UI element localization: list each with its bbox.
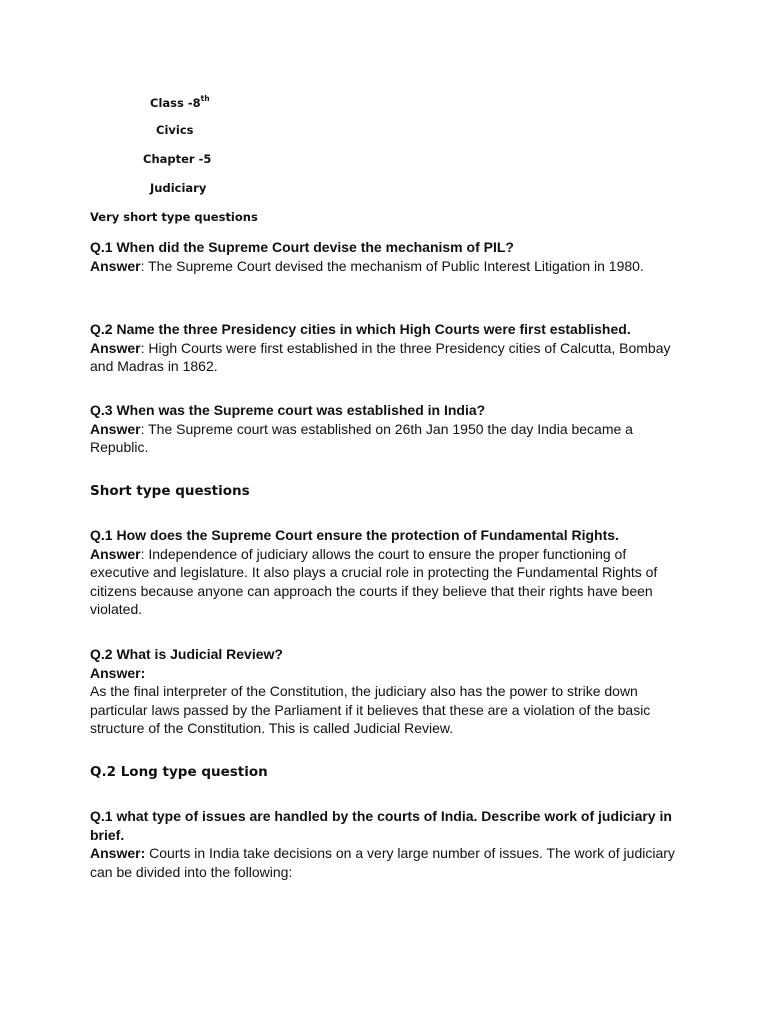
answer-body: : Independence of judiciary allows the court to ensure the proper functioning of executive and legislature. It also plays a crucial role in protecting the Fundamental Rights of citizens because anyone can approach the courts if they believe that their rights have been violated. <box>90 545 658 618</box>
answer-text <box>90 339 685 376</box>
answer-body: : High Courts were first established in the three Presidency cities of Calcutta, Bombay and Madras in 1862. <box>90 339 671 375</box>
answer-text <box>90 844 685 881</box>
answer-label: Answer <box>90 339 141 356</box>
answer-label: Answer <box>90 257 141 274</box>
class-heading <box>150 94 210 110</box>
short-section-heading: Short type questions <box>90 483 250 499</box>
qa-block <box>90 526 685 619</box>
answer-body: : The Supreme Court devised the mechanism of Public Interest Litigation in 1980. <box>140 257 644 274</box>
answer-body: : The Supreme court was established on 26th Jan 1950 the day India became a Republic. <box>90 420 633 456</box>
answer-body: Courts in India take decisions on a very large number of issues. The work of judiciary can be divided into the following: <box>90 845 675 880</box>
question-text: Q.1 When did the Supreme Court devise the mechanism of PIL? <box>90 239 514 255</box>
answer-label: Answer <box>90 420 141 437</box>
question-text: Q.1 How does the Supreme Court ensure the protection of Fundamental Rights. <box>90 527 619 543</box>
class-superscript: th <box>200 94 210 103</box>
answer-label: Answer <box>90 545 141 562</box>
answer-text <box>90 420 685 457</box>
answer-text <box>90 545 685 619</box>
question-text: Q.2 What is Judicial Review? <box>90 646 283 662</box>
subject-heading: Civics <box>156 123 194 137</box>
qa-block <box>90 320 685 376</box>
answer-text <box>90 257 685 276</box>
very-short-section-heading: Very short type questions <box>90 210 258 224</box>
class-label: Class -8 <box>150 96 201 110</box>
question-text: Q.1 what type of issues are handled by the courts of India. Describe work of judiciary in brief. <box>90 808 672 843</box>
long-section-heading: Q.2 Long type question <box>90 764 268 780</box>
qa-block <box>90 238 685 275</box>
qa-block <box>90 401 685 457</box>
qa-block <box>90 807 685 881</box>
answer-body: As the final interpreter of the Constitution, the judiciary also has the power to strike down particular laws passed by the Parliament if it believes that these are a violation of the basic structure of the Constitution. This is called Judicial Review. <box>90 683 651 737</box>
chapter-heading: Chapter -5 <box>143 152 212 166</box>
answer-label: Answer: <box>90 845 146 862</box>
question-text: Q.2 Name the three Presidency cities in which High Courts were first established. <box>90 321 631 337</box>
question-text: Q.3 When was the Supreme court was established in India? <box>90 402 486 418</box>
chapter-title: Judiciary <box>150 181 207 195</box>
qa-block <box>90 645 685 738</box>
answer-label: Answer: <box>90 664 146 681</box>
